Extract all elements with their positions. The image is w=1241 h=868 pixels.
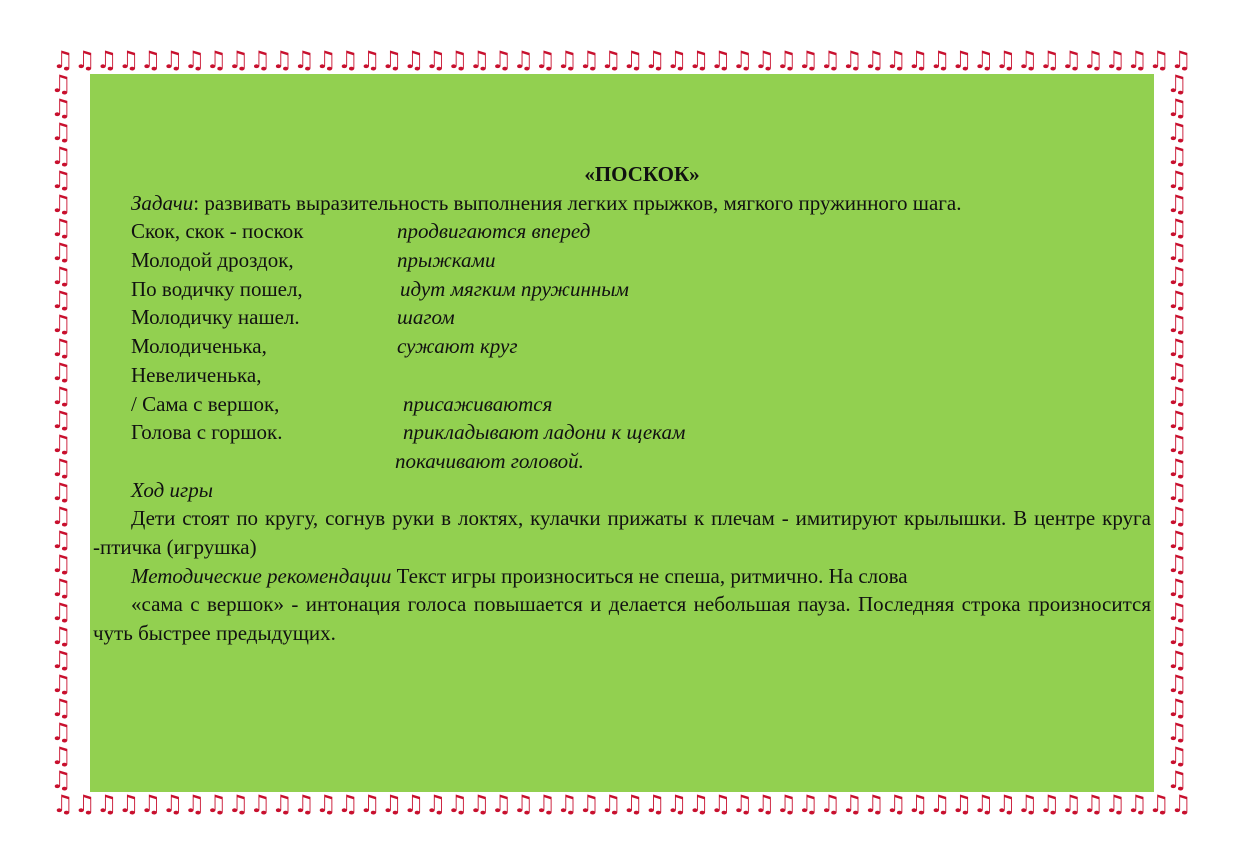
verse-line <box>93 246 1151 275</box>
music-note-icon: ♫ <box>863 48 885 74</box>
music-note-icon: ♫ <box>1166 214 1188 242</box>
music-note-icon: ♫ <box>50 526 72 554</box>
music-note-icon: ♫ <box>578 48 600 74</box>
verse-line <box>93 332 1151 361</box>
music-note-icon: ♫ <box>951 792 973 818</box>
music-note-icon: ♫ <box>315 792 337 818</box>
music-note-icon: ♫ <box>775 792 798 818</box>
music-note-icon: ♫ <box>1170 792 1192 818</box>
border-right-notes <box>1166 72 1192 794</box>
music-note-icon: ♫ <box>1148 792 1170 818</box>
music-note-icon: ♫ <box>50 142 72 170</box>
music-note-icon: ♫ <box>1166 358 1188 386</box>
music-note-icon: ♫ <box>841 792 863 818</box>
music-note-icon: ♫ <box>381 792 403 818</box>
music-note-icon: ♫ <box>644 48 666 74</box>
verse-text: / Сама с вершок, <box>131 391 280 416</box>
verse-line <box>93 447 1151 476</box>
music-note-icon: ♫ <box>74 792 96 818</box>
verse-line <box>93 303 1151 332</box>
music-note-icon: ♫ <box>819 48 841 74</box>
music-note-icon: ♫ <box>50 94 72 122</box>
music-note-icon: ♫ <box>797 48 820 74</box>
verse-line <box>93 361 1151 390</box>
music-note-icon: ♫ <box>337 48 359 74</box>
verse-text: Молодичку нашел. <box>131 305 300 330</box>
music-note-icon: ♫ <box>1166 742 1188 770</box>
recommendations-label: Методические рекомендации <box>131 563 392 588</box>
music-note-icon: ♫ <box>337 792 359 818</box>
music-note-icon: ♫ <box>227 792 250 818</box>
music-note-icon: ♫ <box>52 792 74 818</box>
music-note-icon: ♫ <box>994 48 1017 74</box>
music-note-icon: ♫ <box>534 48 556 74</box>
music-note-icon: ♫ <box>1166 574 1188 602</box>
page-frame <box>50 48 1193 818</box>
music-note-icon: ♫ <box>1060 48 1083 74</box>
music-note-icon: ♫ <box>1166 718 1188 746</box>
music-note-icon: ♫ <box>96 792 118 818</box>
music-note-icon: ♫ <box>1166 694 1188 722</box>
music-note-icon: ♫ <box>50 766 72 794</box>
verse-action: сужают круг <box>397 334 518 359</box>
music-note-icon: ♫ <box>687 792 710 818</box>
verse-action: идут мягким пружинным <box>400 276 629 301</box>
music-note-icon: ♫ <box>50 286 72 314</box>
music-note-icon: ♫ <box>1148 48 1170 74</box>
music-note-icon: ♫ <box>50 166 72 194</box>
recommendations-paragraph <box>93 562 1151 591</box>
verse-action: продвигаются вперед <box>397 219 591 244</box>
music-note-icon: ♫ <box>929 792 951 818</box>
music-note-icon: ♫ <box>50 238 72 266</box>
music-note-icon: ♫ <box>1166 94 1188 122</box>
border-left-notes <box>50 72 76 794</box>
music-note-icon: ♫ <box>907 792 929 818</box>
music-note-icon: ♫ <box>556 48 578 74</box>
music-note-icon: ♫ <box>687 48 710 74</box>
music-note-icon: ♫ <box>1166 286 1188 314</box>
music-note-icon: ♫ <box>1038 48 1061 74</box>
music-note-icon: ♫ <box>1166 550 1188 578</box>
music-note-icon: ♫ <box>1166 72 1188 98</box>
music-note-icon: ♫ <box>402 792 425 818</box>
music-note-icon: ♫ <box>1166 142 1188 170</box>
music-note-icon: ♫ <box>1082 48 1105 74</box>
music-note-icon: ♫ <box>50 358 72 386</box>
music-note-icon: ♫ <box>139 792 162 818</box>
music-note-icon: ♫ <box>1166 238 1188 266</box>
music-note-icon: ♫ <box>468 792 491 818</box>
green-panel <box>90 74 1154 792</box>
music-note-icon: ♫ <box>1126 792 1148 818</box>
music-note-icon: ♫ <box>271 48 293 74</box>
music-note-icon: ♫ <box>50 214 72 242</box>
music-note-icon: ♫ <box>753 792 776 818</box>
verse-action: прыжками <box>397 248 496 273</box>
recommendations-text: Текст игры произноситься не спеша, ритмично. На слова <box>391 563 908 588</box>
music-note-icon: ♫ <box>50 502 72 530</box>
music-note-icon: ♫ <box>50 598 72 626</box>
music-note-icon: ♫ <box>490 792 513 818</box>
music-note-icon: ♫ <box>50 622 72 650</box>
music-note-icon: ♫ <box>117 792 140 818</box>
music-note-icon: ♫ <box>1082 792 1105 818</box>
verse-line <box>93 275 1151 304</box>
music-note-icon: ♫ <box>1166 502 1188 530</box>
music-note-icon: ♫ <box>1166 454 1188 482</box>
music-note-icon: ♫ <box>1166 262 1188 290</box>
recommendations-paragraph-2: «сама с вершок» - интонация голоса повышается и делается небольшая пауза. Последняя строка произносится чуть быстрее предыдущих. <box>93 592 1151 646</box>
music-note-icon: ♫ <box>446 792 469 818</box>
music-note-icon: ♫ <box>293 792 315 818</box>
verse-text: Молодой дроздок, <box>131 248 294 273</box>
music-note-icon: ♫ <box>402 48 425 74</box>
music-note-icon: ♫ <box>1166 526 1188 554</box>
verse-text: Невеличенька, <box>131 362 262 387</box>
music-note-icon: ♫ <box>819 792 841 818</box>
music-note-icon: ♫ <box>424 792 447 818</box>
verse-line <box>93 390 1151 419</box>
music-note-icon: ♫ <box>622 792 644 818</box>
music-note-icon: ♫ <box>50 694 72 722</box>
music-note-icon: ♫ <box>1104 48 1126 74</box>
verse-action: прикладывают ладони к щекам <box>403 420 686 445</box>
music-note-icon: ♫ <box>994 792 1017 818</box>
music-note-icon: ♫ <box>1166 670 1188 698</box>
music-note-icon: ♫ <box>490 48 513 74</box>
music-note-icon: ♫ <box>907 48 929 74</box>
music-note-icon: ♫ <box>381 48 403 74</box>
music-note-icon: ♫ <box>50 382 72 410</box>
music-note-icon: ♫ <box>50 72 72 98</box>
game-heading: Ход игры <box>131 477 213 502</box>
verse-text: Молодиченька, <box>131 334 267 359</box>
music-note-icon: ♫ <box>50 646 72 674</box>
verse-line <box>93 217 1151 246</box>
music-note-icon: ♫ <box>1016 48 1039 74</box>
music-note-icon: ♫ <box>972 48 995 74</box>
music-note-icon: ♫ <box>468 48 491 74</box>
verse-text: Скок, скок - поскок <box>131 219 304 244</box>
music-note-icon: ♫ <box>50 334 72 362</box>
music-note-icon: ♫ <box>841 48 863 74</box>
music-note-icon: ♫ <box>512 792 535 818</box>
music-note-icon: ♫ <box>1170 48 1192 74</box>
music-note-icon: ♫ <box>775 48 798 74</box>
music-note-icon: ♫ <box>50 406 72 434</box>
music-note-icon: ♫ <box>929 48 951 74</box>
music-note-icon: ♫ <box>161 792 184 818</box>
border-top-notes <box>52 48 1192 74</box>
music-note-icon: ♫ <box>50 454 72 482</box>
music-note-icon: ♫ <box>50 310 72 338</box>
music-note-icon: ♫ <box>96 48 118 74</box>
music-note-icon: ♫ <box>205 792 228 818</box>
music-note-icon: ♫ <box>183 792 206 818</box>
music-note-icon: ♫ <box>50 262 72 290</box>
music-note-icon: ♫ <box>622 48 644 74</box>
music-note-icon: ♫ <box>249 48 272 74</box>
verse-action: шагом <box>397 305 455 330</box>
game-paragraph: Дети стоят по кругу, согнув руки в локтях, кулачки прижаты к плечам - имитируют крылышки. В центре круга -птичка (игрушка) <box>93 506 1151 559</box>
music-note-icon: ♫ <box>446 48 469 74</box>
music-note-icon: ♫ <box>1166 646 1188 674</box>
music-note-icon: ♫ <box>666 48 688 74</box>
music-note-icon: ♫ <box>50 550 72 578</box>
border-bottom-notes <box>52 792 1192 818</box>
music-note-icon: ♫ <box>731 792 754 818</box>
music-note-icon: ♫ <box>315 48 337 74</box>
music-note-icon: ♫ <box>556 792 578 818</box>
document-title: «ПОСКОК» <box>584 162 700 186</box>
music-note-icon: ♫ <box>50 742 72 770</box>
music-note-icon: ♫ <box>227 48 250 74</box>
verse-line <box>93 418 1151 447</box>
music-note-icon: ♫ <box>512 48 535 74</box>
music-note-icon: ♫ <box>1166 382 1188 410</box>
music-note-icon: ♫ <box>293 48 315 74</box>
music-note-icon: ♫ <box>863 792 885 818</box>
music-note-icon: ♫ <box>183 48 206 74</box>
music-note-icon: ♫ <box>709 48 732 74</box>
verse-action: присаживаются <box>403 391 553 416</box>
music-note-icon: ♫ <box>797 792 820 818</box>
music-note-icon: ♫ <box>50 718 72 746</box>
music-note-icon: ♫ <box>1166 334 1188 362</box>
music-note-icon: ♫ <box>1166 166 1188 194</box>
music-note-icon: ♫ <box>753 48 776 74</box>
music-note-icon: ♫ <box>50 670 72 698</box>
music-note-icon: ♫ <box>359 792 381 818</box>
music-note-icon: ♫ <box>249 792 272 818</box>
music-note-icon: ♫ <box>1166 598 1188 626</box>
music-note-icon: ♫ <box>709 792 732 818</box>
music-note-icon: ♫ <box>1060 792 1083 818</box>
music-note-icon: ♫ <box>50 190 72 218</box>
music-note-icon: ♫ <box>1166 406 1188 434</box>
music-note-icon: ♫ <box>74 48 96 74</box>
music-note-icon: ♫ <box>1016 792 1039 818</box>
tasks-text: : развивать выразительность выполнения легких прыжков, мягкого пружинного шага. <box>193 190 962 215</box>
music-note-icon: ♫ <box>600 792 622 818</box>
music-note-icon: ♫ <box>1038 792 1061 818</box>
music-note-icon: ♫ <box>50 574 72 602</box>
music-note-icon: ♫ <box>139 48 162 74</box>
music-note-icon: ♫ <box>1166 478 1188 506</box>
music-note-icon: ♫ <box>50 478 72 506</box>
music-note-icon: ♫ <box>885 48 907 74</box>
music-note-icon: ♫ <box>52 48 74 74</box>
music-note-icon: ♫ <box>951 48 973 74</box>
music-note-icon: ♫ <box>50 118 72 146</box>
document-content <box>93 160 1151 648</box>
tasks-label: Задачи <box>131 190 194 215</box>
music-note-icon: ♫ <box>731 48 754 74</box>
music-note-icon: ♫ <box>534 792 556 818</box>
music-note-icon: ♫ <box>600 48 622 74</box>
music-note-icon: ♫ <box>117 48 140 74</box>
music-note-icon: ♫ <box>1166 622 1188 650</box>
music-note-icon: ♫ <box>885 792 907 818</box>
music-note-icon: ♫ <box>972 792 995 818</box>
verse-action: покачивают головой. <box>395 448 584 473</box>
music-note-icon: ♫ <box>644 792 666 818</box>
music-note-icon: ♫ <box>205 48 228 74</box>
music-note-icon: ♫ <box>161 48 184 74</box>
music-note-icon: ♫ <box>50 430 72 458</box>
music-note-icon: ♫ <box>1166 430 1188 458</box>
verse-text: Голова с горшок. <box>131 420 283 445</box>
music-note-icon: ♫ <box>1166 310 1188 338</box>
music-note-icon: ♫ <box>666 792 688 818</box>
music-note-icon: ♫ <box>1126 48 1148 74</box>
music-note-icon: ♫ <box>578 792 600 818</box>
music-note-icon: ♫ <box>1166 190 1188 218</box>
verse-text: По водичку пошел, <box>131 276 303 301</box>
music-note-icon: ♫ <box>1104 792 1126 818</box>
music-note-icon: ♫ <box>1166 118 1188 146</box>
tasks-paragraph <box>93 189 1151 218</box>
music-note-icon: ♫ <box>1166 766 1188 794</box>
music-note-icon: ♫ <box>359 48 381 74</box>
music-note-icon: ♫ <box>271 792 293 818</box>
music-note-icon: ♫ <box>424 48 447 74</box>
